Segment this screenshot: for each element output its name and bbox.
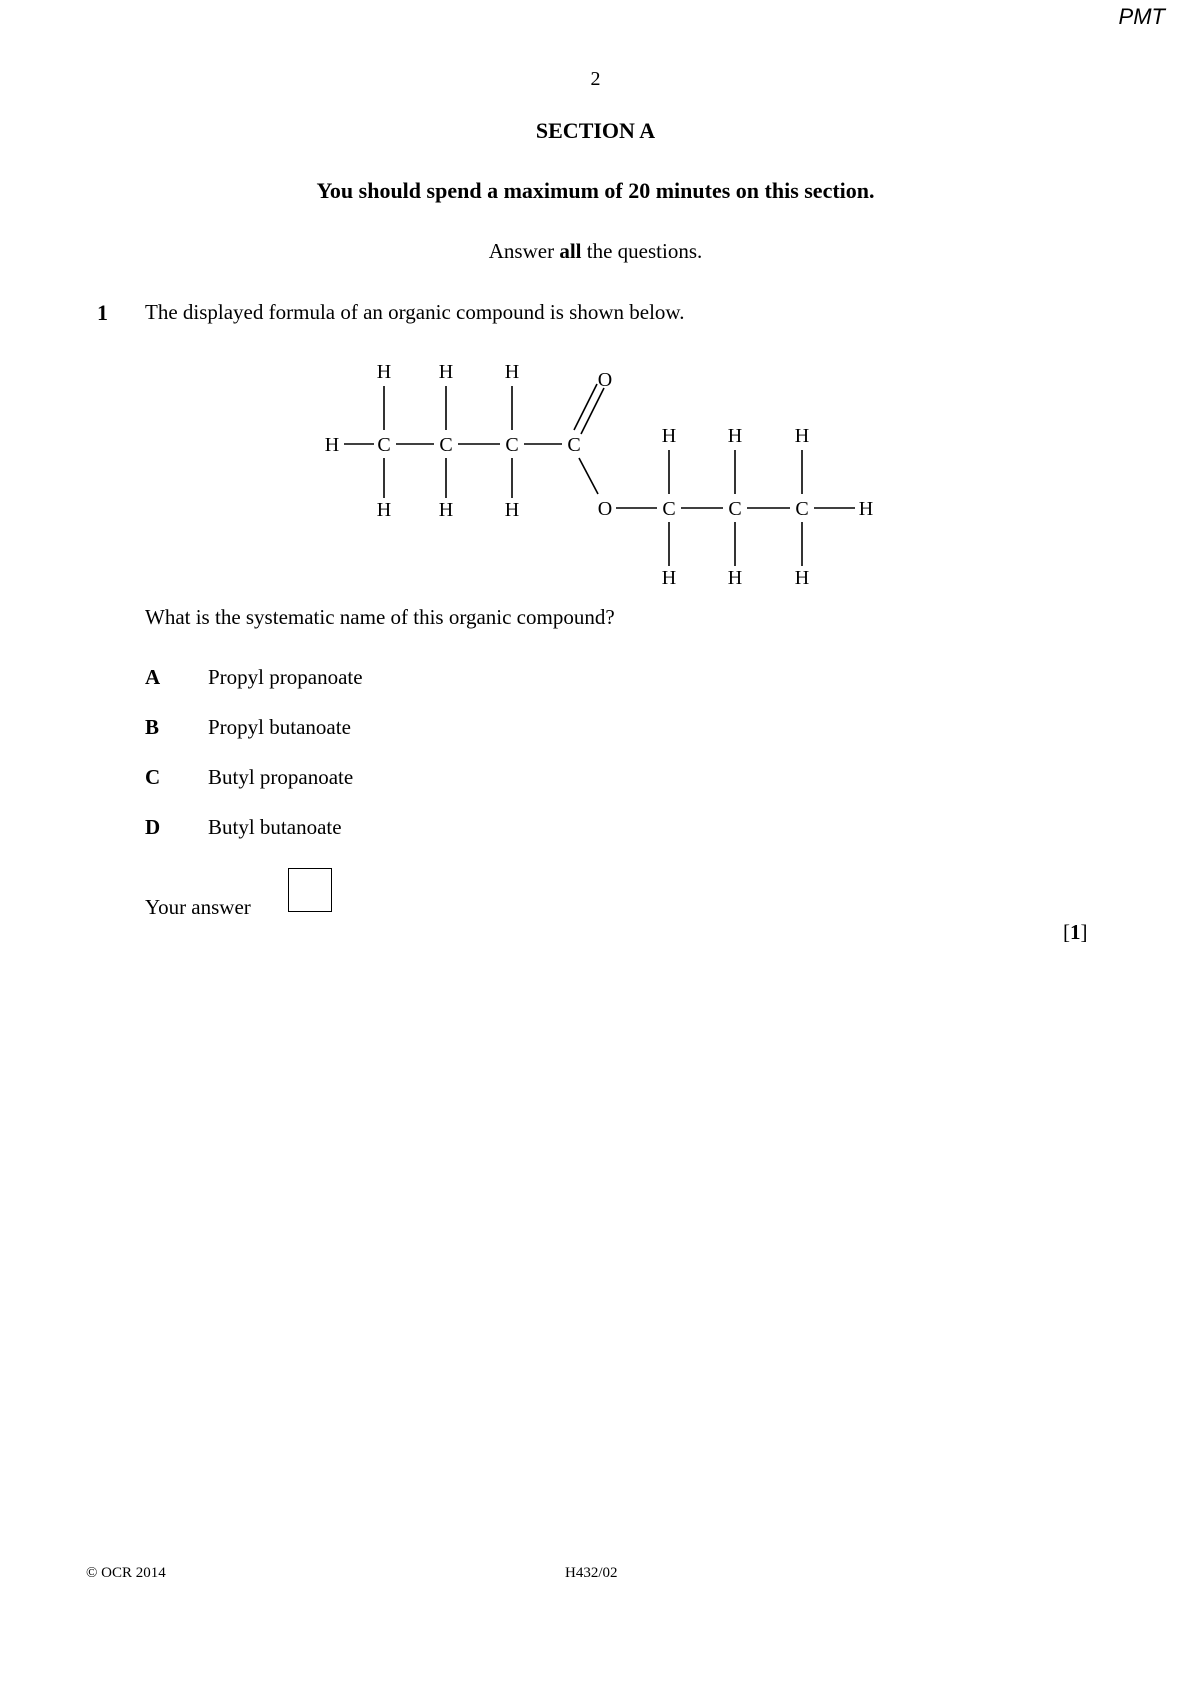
answer-box[interactable]	[288, 868, 332, 912]
answer-instruction-after: the questions.	[581, 239, 703, 263]
formula-atom: C	[439, 434, 453, 456]
option-c-text: Butyl propanoate	[208, 765, 354, 789]
option-a-letter: A	[145, 665, 161, 689]
formula-atom: H	[504, 499, 520, 521]
time-instruction: You should spend a maximum of 20 minutes on this section.	[316, 178, 875, 203]
answer-instruction-bold: all	[559, 239, 582, 263]
answer-instruction	[0, 239, 1191, 264]
formula-atom: H	[794, 425, 810, 447]
formula-atom: H	[661, 567, 677, 589]
formula-atom: H	[504, 361, 520, 383]
displayed-formula	[318, 356, 938, 596]
formula-atom: C	[377, 434, 391, 456]
footer-copyright: © OCR 2014	[86, 1565, 166, 1581]
formula-atom: H	[858, 498, 874, 520]
marks-indicator: [1]	[1063, 920, 1088, 944]
footer-code: H432/02	[565, 1565, 618, 1581]
formula-atom: C	[728, 498, 742, 520]
option-c-letter: C	[145, 765, 161, 789]
option-b-text: Propyl butanoate	[208, 715, 351, 739]
option-d-letter: D	[145, 815, 161, 839]
formula-atom: O	[597, 369, 613, 391]
page-number: 2	[590, 68, 601, 90]
question-number: 1	[97, 300, 108, 325]
sub-question-text: What is the systematic name of this organic compound?	[145, 605, 615, 629]
formula-atom: H	[376, 361, 392, 383]
formula-atom: H	[661, 425, 677, 447]
formula-atom: C	[567, 434, 581, 456]
formula-atom: H	[438, 499, 454, 521]
option-a-text: Propyl propanoate	[208, 665, 363, 689]
marks-value: 1	[1070, 920, 1081, 944]
option-d-text: Butyl butanoate	[208, 815, 342, 839]
formula-atom: C	[795, 498, 809, 520]
answer-label: Your answer	[145, 895, 251, 919]
formula-atom: O	[597, 498, 613, 520]
question-text: The displayed formula of an organic compound is shown below.	[145, 300, 685, 324]
watermark: PMT	[1118, 4, 1165, 29]
formula-atom: C	[505, 434, 519, 456]
formula-atom: H	[727, 425, 743, 447]
formula-atom: H	[794, 567, 810, 589]
option-b-letter: B	[145, 715, 160, 739]
formula-atom: H	[438, 361, 454, 383]
formula-atom: C	[662, 498, 676, 520]
section-title: SECTION A	[535, 118, 656, 143]
answer-instruction-before: Answer	[488, 239, 560, 263]
formula-atom: H	[324, 434, 340, 456]
formula-atom: H	[727, 567, 743, 589]
formula-atom: H	[376, 499, 392, 521]
